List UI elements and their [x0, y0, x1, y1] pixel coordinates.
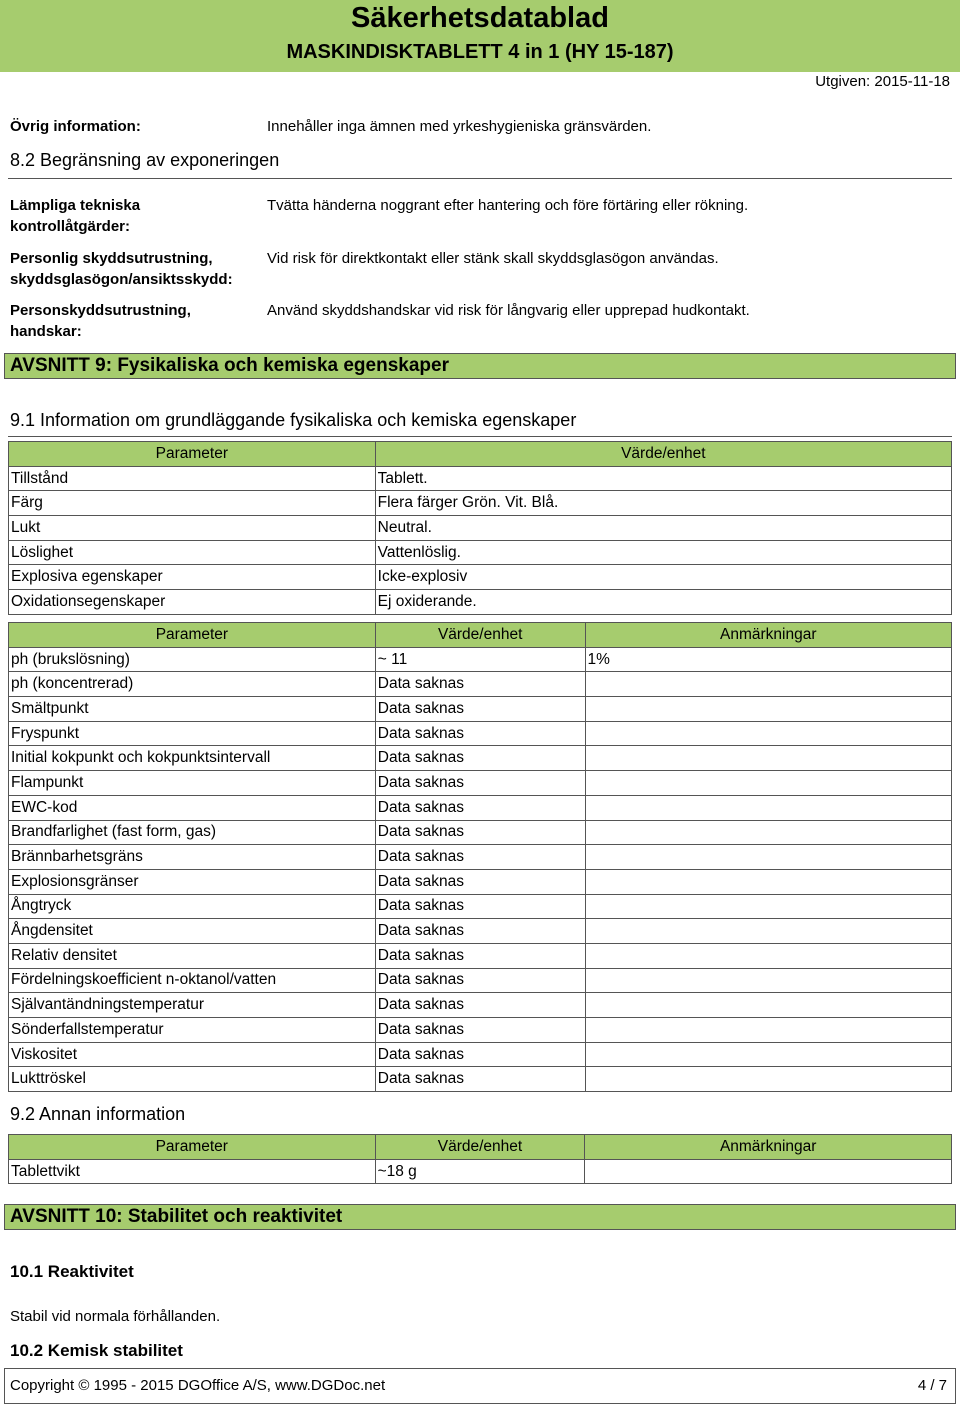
eye-protection-label: Personlig skyddsutrustning, skyddsglasögon/ansiktsskydd: — [10, 250, 233, 288]
table-cell: Tablett. — [375, 466, 951, 491]
table-cell: EWC-kod — [9, 795, 376, 820]
table-cell: Data saknas — [375, 1067, 585, 1092]
table-cell — [585, 845, 951, 870]
product-name: MASKINDISKTABLETT 4 in 1 (HY 15-187) — [286, 41, 674, 63]
table-cell: Lukttröskel — [9, 1067, 376, 1092]
table-cell: Ångtryck — [9, 894, 376, 919]
table-row — [9, 795, 952, 820]
table-cell: Vattenlöslig. — [375, 540, 951, 565]
table-row — [9, 540, 952, 565]
table-row — [9, 820, 952, 845]
table-row — [9, 746, 952, 771]
other-info-label: Övrig information: — [10, 118, 141, 135]
table-row — [9, 1159, 952, 1184]
table-cell: Data saknas — [375, 919, 585, 944]
table-cell: Data saknas — [375, 869, 585, 894]
table-cell — [585, 919, 951, 944]
table-cell: ~18 g — [375, 1159, 585, 1184]
eye-protection-value: Vid risk för direktkontakt eller stänk skall skyddsglasögon användas. — [267, 250, 719, 267]
additional-info-table — [8, 1134, 952, 1184]
table-row — [9, 919, 952, 944]
section-9-2-heading: 9.2 Annan information — [10, 1104, 186, 1124]
table-cell: Data saknas — [375, 746, 585, 771]
column-header: Parameter — [9, 1135, 376, 1160]
table-cell: Initial kokpunkt och kokpunktsintervall — [9, 746, 376, 771]
table-row — [9, 869, 952, 894]
table-cell: Data saknas — [375, 845, 585, 870]
table-cell: Fryspunkt — [9, 721, 376, 746]
table-row — [9, 697, 952, 722]
table-cell: Data saknas — [375, 795, 585, 820]
table-row — [9, 1067, 952, 1092]
table-cell: Data saknas — [375, 820, 585, 845]
table-row — [9, 721, 952, 746]
table-cell: Färg — [9, 491, 376, 516]
table-cell: Flampunkt — [9, 771, 376, 796]
table-cell: Neutral. — [375, 516, 951, 541]
table-cell: Fördelningskoefficient n-oktanol/vatten — [9, 968, 376, 993]
table-cell: Tablettvikt — [9, 1159, 376, 1184]
table-cell — [585, 820, 951, 845]
table-cell: Icke-explosiv — [375, 565, 951, 590]
table-row — [9, 943, 952, 968]
table-cell: Data saknas — [375, 697, 585, 722]
table-header-row — [9, 623, 952, 648]
table-cell: Brandfarlighet (fast form, gas) — [9, 820, 376, 845]
section-8-2-heading: 8.2 Begränsning av exponeringen — [10, 150, 280, 170]
hand-protection-value: Använd skyddshandskar vid risk för långvarig eller upprepad hudkontakt. — [267, 302, 750, 319]
hand-protection-label: Personskyddsutrustning, handskar: — [10, 302, 191, 340]
other-info-value: Innehåller inga ämnen med yrkeshygieniska gränsvärden. — [267, 118, 652, 135]
table-cell — [585, 1067, 951, 1092]
table-cell: 1% — [585, 647, 951, 672]
table-cell — [585, 894, 951, 919]
table-cell: Lukt — [9, 516, 376, 541]
table-cell — [585, 1018, 951, 1043]
other-properties-table — [8, 622, 952, 1092]
table-cell: Explosiva egenskaper — [9, 565, 376, 590]
section-9-title: AVSNITT 9: Fysikaliska och kemiska egenskaper — [10, 355, 449, 376]
table-cell: Data saknas — [375, 943, 585, 968]
table-cell — [585, 943, 951, 968]
table-cell: Smältpunkt — [9, 697, 376, 722]
document-header — [0, 0, 960, 72]
table-cell: Data saknas — [375, 721, 585, 746]
table-cell: Data saknas — [375, 894, 585, 919]
section-9-bar — [4, 353, 956, 379]
technical-controls-value: Tvätta händerna noggrant efter hantering och före förtäring eller rökning. — [267, 197, 749, 214]
technical-controls-label: Lämpliga tekniska kontrollåtgärder: — [10, 197, 141, 235]
table-row — [9, 1018, 952, 1043]
table-cell: ph (brukslösning) — [9, 647, 376, 672]
table-row — [9, 466, 952, 491]
table-header-row — [9, 442, 952, 467]
table-row — [9, 993, 952, 1018]
table-row — [9, 647, 952, 672]
table-cell: Brännbarhetsgräns — [9, 845, 376, 870]
section-10-title: AVSNITT 10: Stabilitet och reaktivitet — [10, 1206, 343, 1227]
table-cell — [585, 746, 951, 771]
table-cell: ph (koncentrerad) — [9, 672, 376, 697]
table-cell: Explosionsgränser — [9, 869, 376, 894]
table-cell: Sönderfallstemperatur — [9, 1018, 376, 1043]
table-row — [9, 516, 952, 541]
table-cell: Data saknas — [375, 1042, 585, 1067]
column-header: Värde/enhet — [375, 442, 951, 467]
copyright-text: Copyright © 1995 - 2015 DGOffice A/S, www.DGDoc.net — [10, 1377, 386, 1394]
table-cell: Data saknas — [375, 771, 585, 796]
column-header: Parameter — [9, 442, 376, 467]
column-header: Anmärkningar — [585, 1135, 952, 1160]
table-cell — [585, 869, 951, 894]
section-9-1-heading: 9.1 Information om grundläggande fysikaliska och kemiska egenskaper — [10, 410, 577, 430]
table-cell: Data saknas — [375, 672, 585, 697]
section-10-bar — [4, 1204, 956, 1230]
table-cell: Tillstånd — [9, 466, 376, 491]
table-cell — [585, 771, 951, 796]
column-header: Värde/enhet — [375, 1135, 585, 1160]
divider — [8, 436, 952, 437]
page-number: 4 / 7 — [917, 1377, 947, 1394]
table-row — [9, 491, 952, 516]
section-10-1-heading: 10.1 Reaktivitet — [10, 1262, 134, 1281]
table-cell: Flera färger Grön. Vit. Blå. — [375, 491, 951, 516]
document-title: Säkerhetsdatablad — [351, 2, 609, 34]
table-row — [9, 845, 952, 870]
table-cell — [585, 968, 951, 993]
table-cell: ~ 11 — [375, 647, 585, 672]
table-cell: Löslighet — [9, 540, 376, 565]
table-cell: Oxidationsegenskaper — [9, 590, 376, 615]
table-cell: Data saknas — [375, 993, 585, 1018]
column-header: Värde/enhet — [375, 623, 585, 648]
table-cell — [585, 672, 951, 697]
table-row — [9, 672, 952, 697]
table-cell — [585, 795, 951, 820]
table-cell — [585, 1159, 952, 1184]
reactivity-text: Stabil vid normala förhållanden. — [10, 1308, 221, 1325]
issue-date: Utgiven: 2015-11-18 — [815, 73, 950, 90]
divider — [8, 178, 952, 179]
table-cell — [585, 697, 951, 722]
table-row — [9, 565, 952, 590]
table-cell: Självantändningstemperatur — [9, 993, 376, 1018]
table-cell — [585, 1042, 951, 1067]
table-header-row — [9, 1135, 952, 1160]
table-cell: Relativ densitet — [9, 943, 376, 968]
table-cell: Data saknas — [375, 968, 585, 993]
table-row — [9, 1042, 952, 1067]
column-header: Parameter — [9, 623, 376, 648]
table-cell: Ångdensitet — [9, 919, 376, 944]
section-10-2-heading: 10.2 Kemisk stabilitet — [10, 1341, 183, 1360]
table-cell — [585, 993, 951, 1018]
table-row — [9, 894, 952, 919]
column-header: Anmärkningar — [585, 623, 951, 648]
table-cell: Data saknas — [375, 1018, 585, 1043]
table-cell: Viskositet — [9, 1042, 376, 1067]
table-row — [9, 771, 952, 796]
table-row — [9, 968, 952, 993]
table-row — [9, 590, 952, 615]
table-cell — [585, 721, 951, 746]
basic-properties-table — [8, 441, 952, 615]
page-footer — [4, 1368, 956, 1404]
table-cell: Ej oxiderande. — [375, 590, 951, 615]
